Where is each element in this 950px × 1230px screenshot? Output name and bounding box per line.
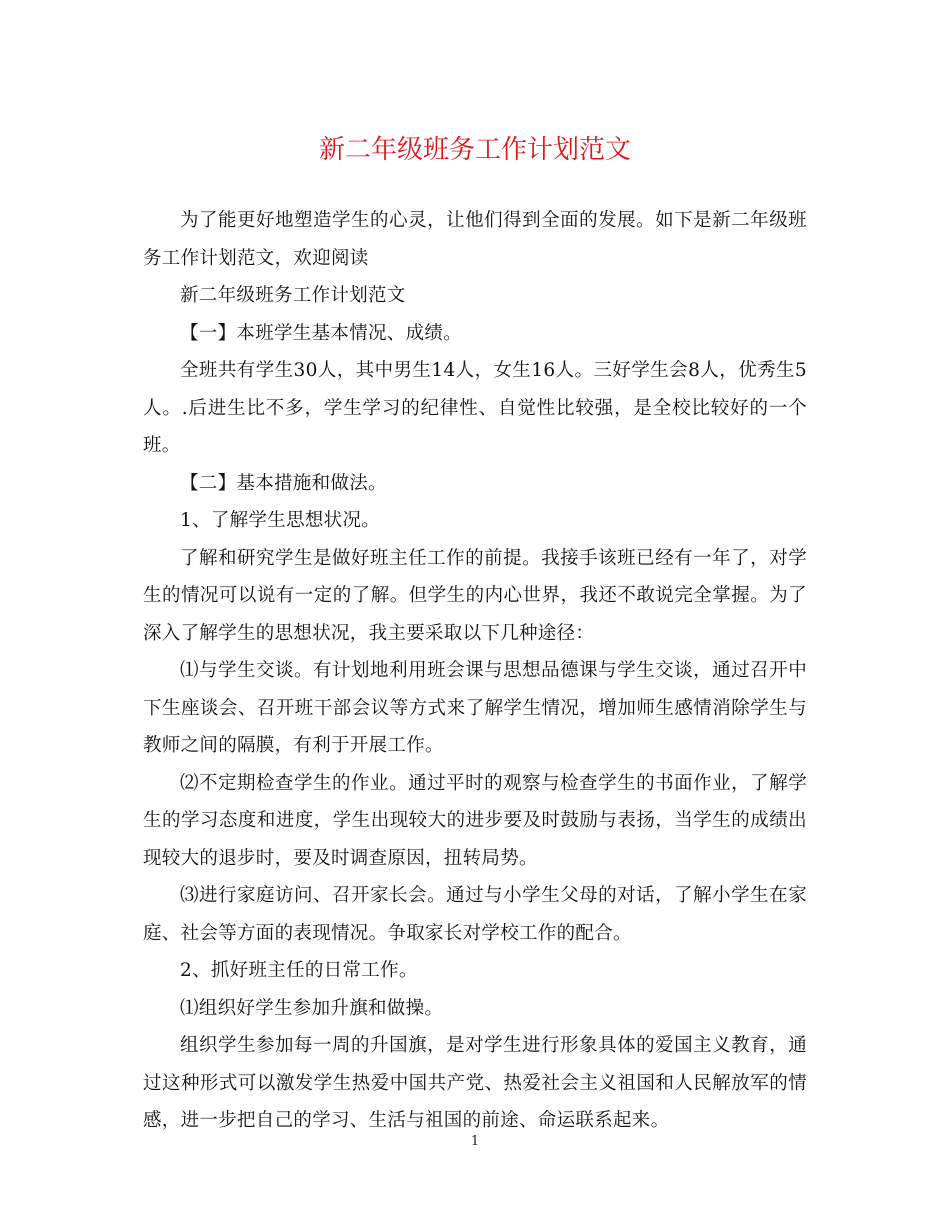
list-item-talk-with-students: ⑴与学生交谈。有计划地利用班会课与思想品德课与学生交谈，通过召开中下生座谈会、召开班干部会议等方式来了解学生情况，增加师生感情消除学生与教师之间的隔膜，有利于开展工作。 [143,660,807,756]
paragraph-intro: 为了能更好地塑造学生的心灵，让他们得到全面的发展。如下是新二年级班务工作计划范文，欢迎阅读 [143,210,807,269]
paragraph-understanding-students: 了解和研究学生是做好班主任工作的前提。我接手该班已经有一年了，对学生的情况可以说有一定的了解。但学生的内心世界，我还不敢说完全掌握。为了深入了解学生的思想状况，我主要采取以下几种途径： [143,547,807,644]
section-heading-2: 【二】基本措施和做法。 [180,472,387,494]
section-heading-1: 【一】本班学生基本情况、成绩。 [180,322,463,344]
paragraph-class-overview: 全班共有学生30人，其中男生14人，女生16人。三好学生会8人，优秀生5人。.后进生比不多，学生学习的纪律性、自觉性比较强，是全校比较好的一个班。 [143,360,807,456]
document-title: 新二年级班务工作计划范文 [318,135,631,165]
list-item-flag-raising: ⑴组织好学生参加升旗和做操。 [180,997,444,1019]
list-item-home-visits: ⑶进行家庭访问、召开家长会。通过与小学生父母的对话，了解小学生在家庭、社会等方面的表现情况。争取家长对学校工作的配合。 [143,885,807,944]
paragraph-subtitle: 新二年级班务工作计划范文 [180,285,406,306]
list-item-check-homework: ⑵不定期检查学生的作业。通过平时的观察与检查学生的书面作业，了解学生的学习态度和进度，学生出现较大的进步要及时鼓励与表扬，当学生的成绩出现较大的退步时，要及时调查原因，扭转局势。 [143,772,807,869]
subheading-1: 1、了解学生思想状况。 [180,510,381,531]
subheading-2: 2、抓好班主任的日常工作。 [180,960,418,981]
page-number: 1 [470,1134,480,1149]
paragraph-flag-raising-detail: 组织学生参加每一周的升国旗，是对学生进行形象具体的爱国主义教育，通过这种形式可以激发学生热爱中国共产党、热爱社会主义祖国和人民解放军的情感，进一步把自己的学习、生活与祖国的前途、命运联系起来。 [143,1035,807,1131]
document-body [143,202,807,1140]
